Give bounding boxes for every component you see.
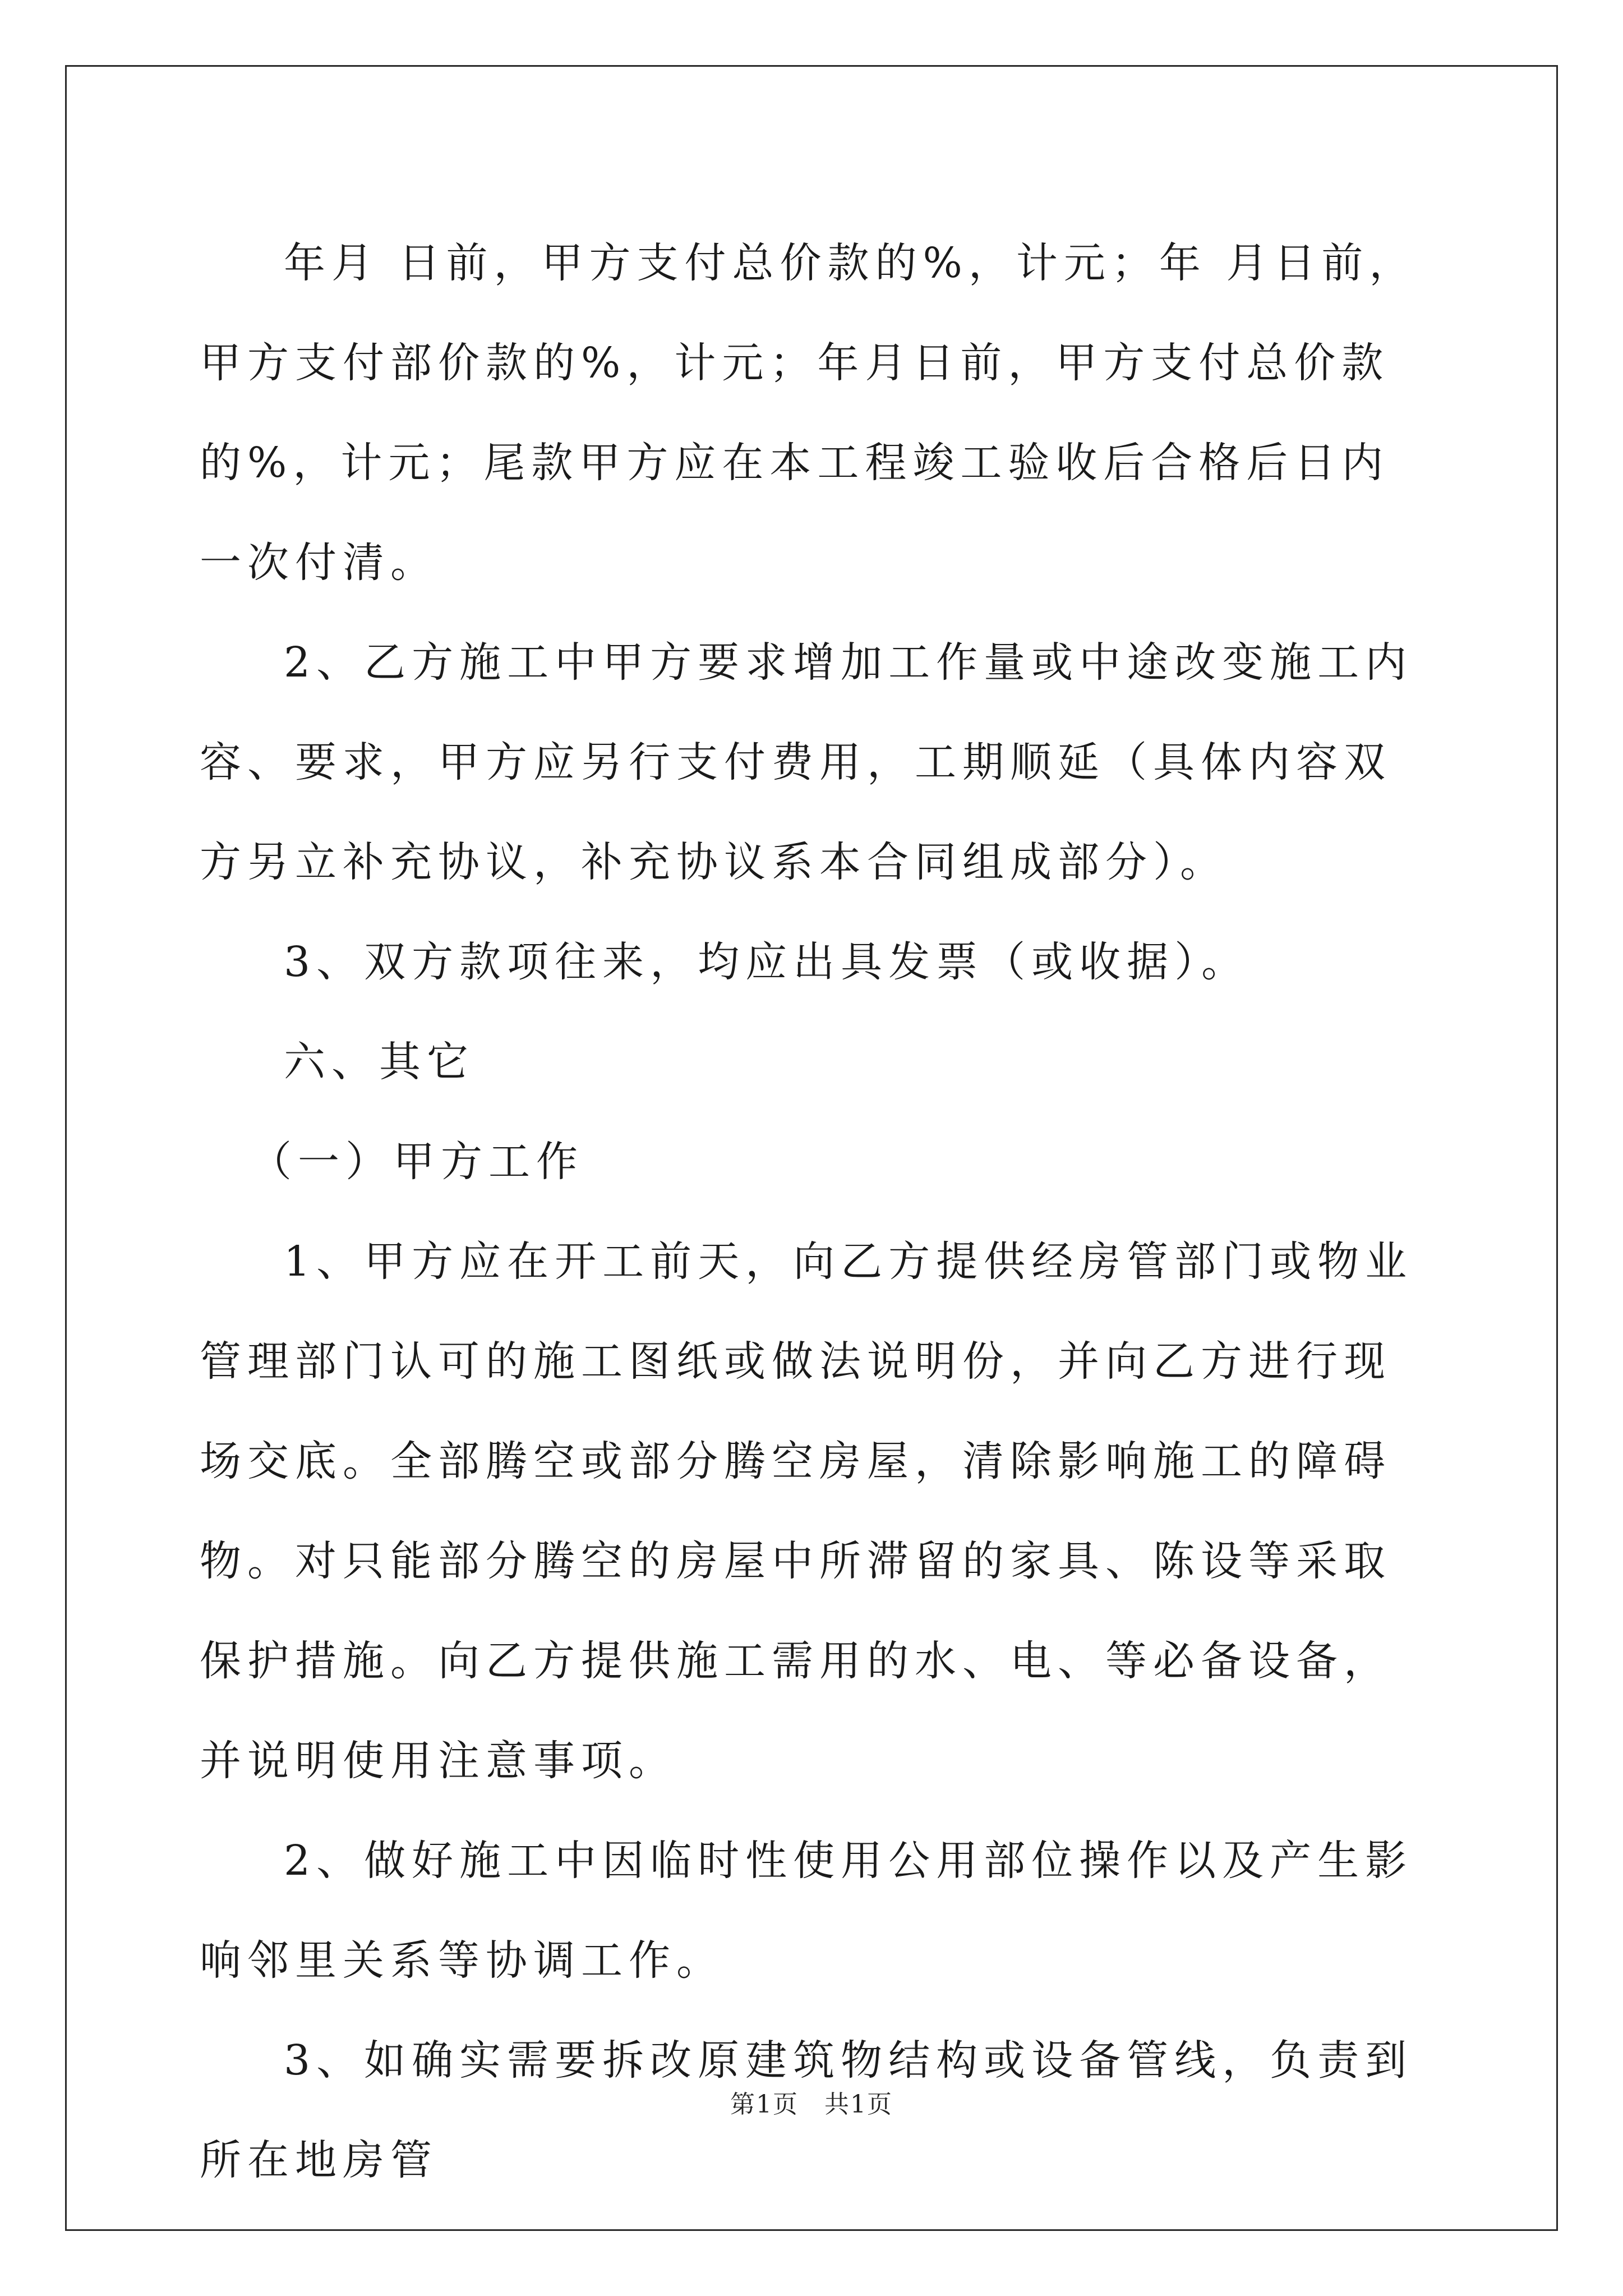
section-heading-other: 六、其它 <box>284 1038 474 1086</box>
paragraph-invoices: 3、双方款项往来，均应出具发票（或收据）。 <box>284 938 1249 986</box>
paragraph-party-a-duty-1: 1、甲方应在开工前天，向乙方提供经房管部门或物业管理部门认可的施工图纸或做法说明份，并向乙方进行现场交底。全部腾空或部分腾空房屋，清除影响施工的障碍物。对只能部分腾空的房屋中所滞留的家具、陈设等采取保护措施。向乙方提供施工需用的水、电、等必备设备，并说明使用注意事项。 <box>200 1237 1413 1785</box>
paragraph-party-a-duty-3: 3、如确实需要拆改原建筑物结构或设备管线，负责到所在地房管 <box>200 2036 1413 2184</box>
paragraph-additional-work: 2、乙方施工中甲方要求增加工作量或中途改变施工内容、要求，甲方应另行支付费用，工期顺延（具体内容双方另立补充协议，补充协议系本合同组成部分）。 <box>200 638 1413 886</box>
paragraph-payment-schedule: 年月 日前，甲方支付总价款的%，计元；年 月日前，甲方支付部价款的%，计元；年月日前，甲方支付总价款的%，计元；尾款甲方应在本工程竣工验收后合格后日内一次付清。 <box>200 239 1417 587</box>
document-body <box>200 213 1433 2210</box>
subsection-heading-party-a-work: （一）甲方工作 <box>250 1138 584 1186</box>
paragraph-party-a-duty-2: 2、做好施工中因临时性使用公用部位操作以及产生影响邻里关系等协调工作。 <box>200 1837 1413 1985</box>
page-footer: 第1页 共1页 <box>730 2090 893 2119</box>
